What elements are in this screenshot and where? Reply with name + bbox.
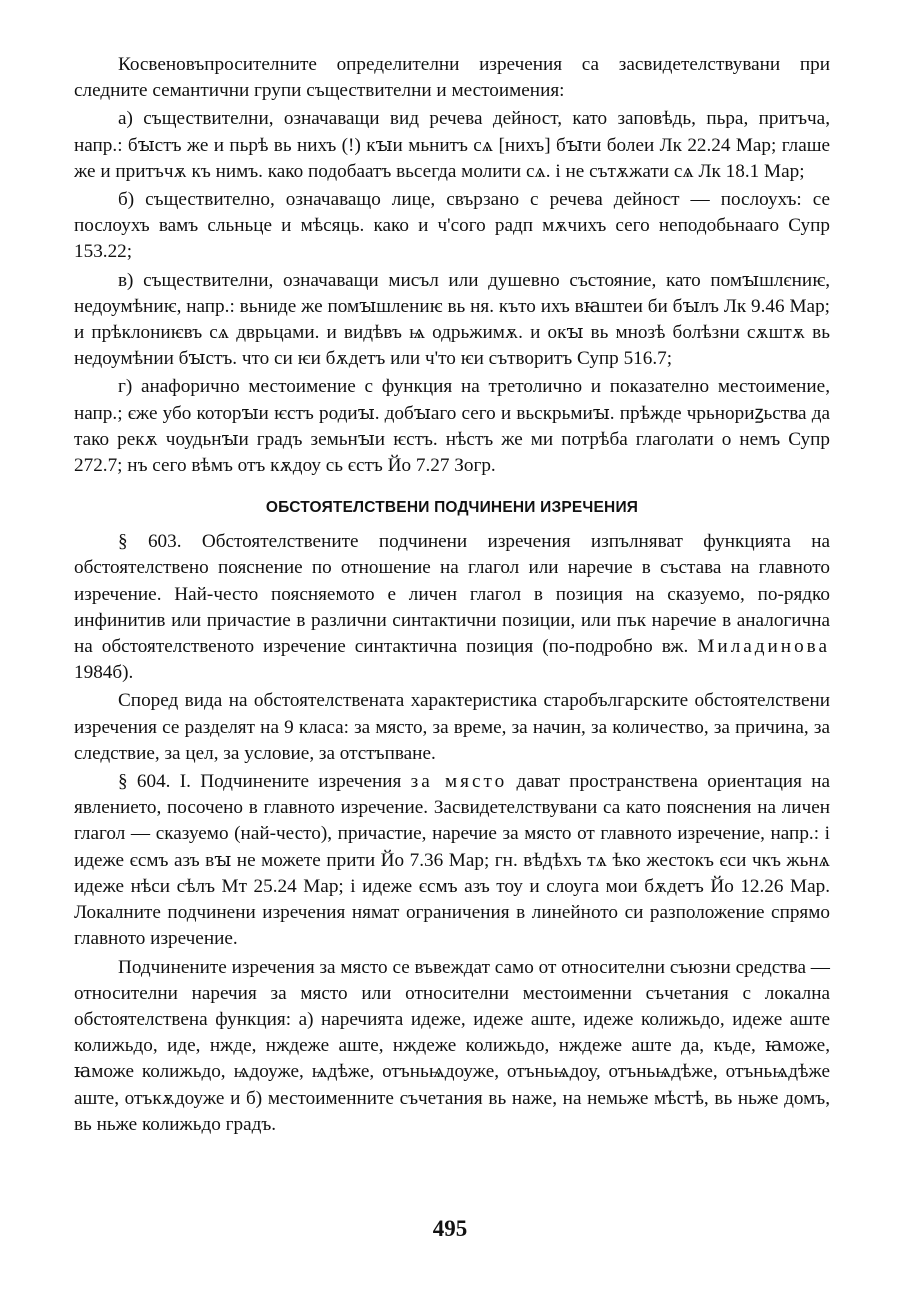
list-item-a: а) съществителни, означаващи вид речева дейност, като заповѣдь, пьра, притъча, напр.: бꙑстъ же и пьрѣ вь нихъ (!) кꙑи мьнитъ сѧ [нихъ] бꙑти болеи Лк 22.24 Мар; глаше же и притъчѫ къ нимъ. како подобаатъ вьсегда молити сѧ. і не сътѫжати сѧ Лк 18.1 Мар; <box>74 108 830 182</box>
page-number: 495 <box>432 1216 468 1241</box>
citation-author: Миладинова <box>697 636 830 658</box>
paragraph-604-lead: § 604. I. Подчинените изречения <box>118 771 411 793</box>
list-item-b: б) съществително, означаващо лице, свързано с речева дейност — послоухъ: се послоухъ вамъ сльньце и мѣсяць. како и ч'сого радп мѫчихъ сего неподобьнааго Супр 153.22; <box>74 189 830 263</box>
paragraph-classes: Според вида на обстоятелствената характеристика старобългарските обстоятелствени изречения се разделят на 9 класа: за място, за време, за начин, за количество, за причина, за следствие, за цел, за условие, за отстъпване. <box>74 690 830 764</box>
paragraph-introducers: Подчинените изречения за място се въвеждат само от относителни съюзни средства — относителни наречия за място или относителни местоименни съчетания с локална обстоятелствена функция: а) наречията идеже, идеже аште, идеже колижьдо, идеже аште колижьдо, иде, нжде, нждеже аште, нждеже колижьдо, нждеже аште да, къде, ꙗможе, ꙗможе колижьдо, ѩдоуже, ѩдѣже, отъньѩдоуже, отъньѩдоу, отъньѩдѣже, отъньѩдѣже аште, отъкѫдоуже и б) местоименните съчетания вь наже, на немьже мѣстѣ, вь ньже домъ, вь ньже колижьдо градъ. <box>74 956 830 1135</box>
list-item-d: г) анафорично местоимение с функция на третолично и показателно местоимение, напр.; єже убо которꙑи ѥстъ родиꙑ. добꙑаго сего и вьскрьмиꙑ. прѣжде чрьнориꙁьства да тако рекѫ чоудьнꙑи градъ земьнꙑи ѥстъ. нѣстъ же ми потрѣба глаголати о немъ Супр 272.7; нъ сего вѣмъ отъ кѫдоу сь єстъ Йо 7.27 Зогр. <box>74 376 830 477</box>
list-item-c: в) съществителни, означаващи мисъл или душевно състояние, като помꙑшлєниѥ, недоумѣниѥ, напр.: вьниде же помꙑшлениѥ вь ня. къто ихъ вꙗштеи би бꙑлъ Лк 9.46 Мар; и прѣклониѥвъ сѧ дврьцами. и видѣвъ ѩ одрьжимѫ. и окꙑ вь мнозѣ болѣзни сѫштѫ вь недоумѣнии бꙑстъ. что си ѥи бѫдетъ или ч'то ѥи сътворитъ Супр 516.7; <box>74 269 830 370</box>
paragraph-603-citation-year: 1984б). <box>74 662 134 684</box>
paragraph-604-text: дават пространствена ориентация на явлението, посочено в главното изречение. Засвидетелствувани са като пояснения на личен глагол — сказуемо (най-често), причастие, наречие за място от главното изречение, напр.: і идеже єсмъ азъ вꙑ не можете прити Йо 7.36 Мар; гн. вѣдѣхъ тѧ ѣко жестокъ єси чкъ жьнѧ идеже нѣси сѣлъ Мт 25.24 Мар; і идеже єсмъ азъ тоу и слоуга мои бѫдетъ Йо 12.26 Мар. Локалните подчинени изречения нямат ограничения в линейното си разположение спрямо главното изречение. <box>74 771 831 950</box>
intro-paragraph: Косвеновъпросителните определителни изречения са засвидетелствувани при следните семантични групи съществителни и местоимения: <box>74 54 830 102</box>
paragraph-603-text: § 603. Обстоятелствените подчинени изречения изпълняват функцията на обстоятелствено пояснение по отношение на глагол или наречие в състава на главното изречение. Най-често поясняемото е личен глагол в позиция на сказуемо, по-рядко инфинитив или причастие в различни синтактични позиции, или пък наречие в аналогична на обстоятелственото изречение синтактична позиция (по-подробно вж. <box>74 531 830 658</box>
paragraph-603 <box>74 529 830 686</box>
paragraph-604 <box>74 769 830 952</box>
paragraph-604-term: за място <box>410 771 508 793</box>
section-heading: ОБСТОЯТЕЛСТВЕНИ ПОДЧИНЕНИ ИЗРЕЧЕНИЯ <box>265 499 639 517</box>
